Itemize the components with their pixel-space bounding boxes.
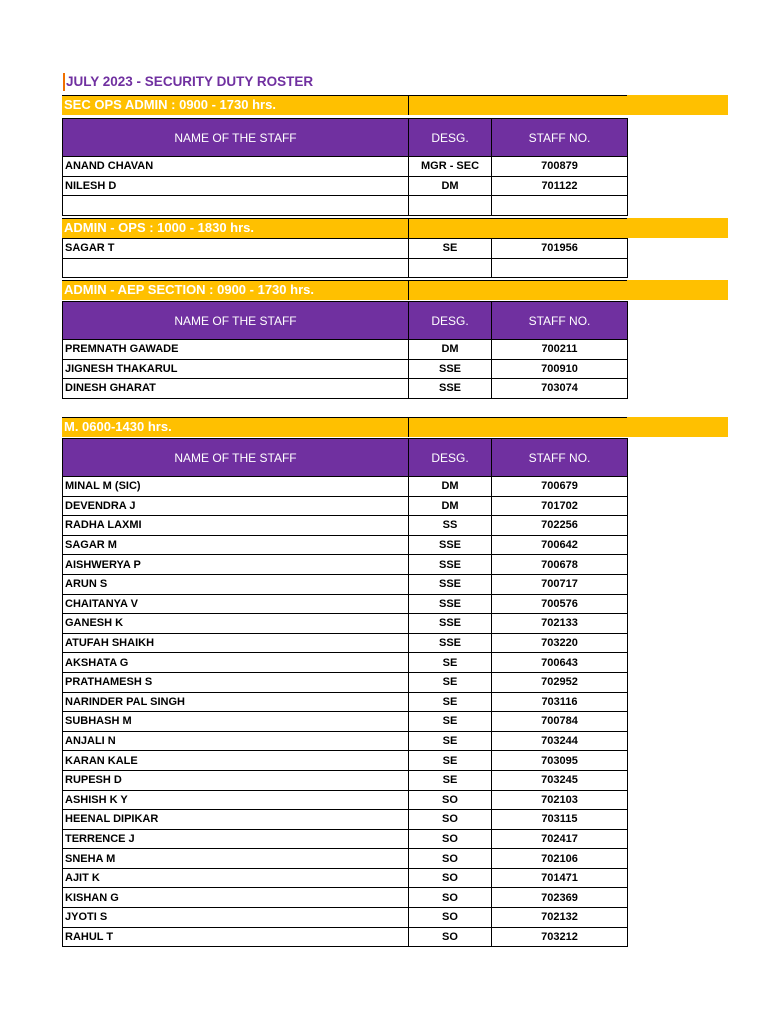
staff-name: ASHISH K Y [63, 790, 409, 810]
table-row [63, 594, 628, 614]
staff-desg: SSE [409, 614, 492, 634]
staff-no: 702952 [492, 672, 628, 692]
staff-desg: DM [409, 477, 492, 497]
staff-name: RUPESH D [63, 770, 409, 790]
admin-aep-table [62, 301, 628, 399]
staff-desg: SSE [409, 633, 492, 653]
table-row [63, 927, 628, 947]
admin-ops-table [62, 238, 628, 278]
morning-shift-table [62, 438, 628, 947]
staff-name [63, 258, 409, 278]
table-row [63, 176, 628, 196]
staff-no: 702417 [492, 829, 628, 849]
staff-desg: SE [409, 692, 492, 712]
staff-no: 703244 [492, 731, 628, 751]
table-row [63, 888, 628, 908]
staff-name: GANESH K [63, 614, 409, 634]
table-row [63, 614, 628, 634]
table-row [63, 653, 628, 673]
staff-name: SAGAR M [63, 535, 409, 555]
header-name: NAME OF THE STAFF [63, 439, 409, 477]
header-desg: DESG. [409, 119, 492, 157]
table-row [63, 692, 628, 712]
table-row [63, 574, 628, 594]
table-row [63, 829, 628, 849]
staff-no: 700642 [492, 535, 628, 555]
staff-name: ARUN S [63, 574, 409, 594]
page-title: JULY 2023 - SECURITY DUTY ROSTER [63, 73, 313, 91]
staff-desg: DM [409, 340, 492, 360]
staff-no: 700679 [492, 477, 628, 497]
staff-desg: SS [409, 516, 492, 536]
staff-no: 701122 [492, 176, 628, 196]
header-desg: DESG. [409, 439, 492, 477]
staff-desg: SE [409, 712, 492, 732]
staff-desg: SE [409, 653, 492, 673]
staff-desg [409, 258, 492, 278]
staff-name: ANAND CHAVAN [63, 157, 409, 177]
staff-desg: DM [409, 496, 492, 516]
staff-name [63, 196, 409, 216]
staff-desg: SSE [409, 555, 492, 575]
table-row [63, 751, 628, 771]
staff-name: KARAN KALE [63, 751, 409, 771]
staff-name: AKSHATA G [63, 653, 409, 673]
staff-no: 702133 [492, 614, 628, 634]
header-name: NAME OF THE STAFF [63, 302, 409, 340]
section-label: M. 0600-1430 hrs. [64, 419, 172, 434]
staff-no: 700784 [492, 712, 628, 732]
staff-no: 700643 [492, 653, 628, 673]
table-row [63, 239, 628, 259]
table-row [63, 633, 628, 653]
table-row [63, 770, 628, 790]
table-row [63, 868, 628, 888]
staff-desg: SE [409, 770, 492, 790]
staff-desg: SSE [409, 594, 492, 614]
table-row [63, 157, 628, 177]
staff-name: PRATHAMESH S [63, 672, 409, 692]
staff-name: DINESH GHARAT [63, 379, 409, 399]
staff-name: NARINDER PAL SINGH [63, 692, 409, 712]
table-row [63, 790, 628, 810]
table-row [63, 555, 628, 575]
staff-no: 702369 [492, 888, 628, 908]
section-band-admin-ops [62, 218, 728, 238]
section-band-morning-shift [62, 417, 728, 437]
header-desg: DESG. [409, 302, 492, 340]
header-staff-no: STAFF NO. [492, 439, 628, 477]
staff-name: NILESH D [63, 176, 409, 196]
table-row [63, 535, 628, 555]
staff-no: 703095 [492, 751, 628, 771]
staff-desg [409, 196, 492, 216]
staff-desg: MGR - SEC [409, 157, 492, 177]
staff-no: 703115 [492, 810, 628, 830]
header-staff-no: STAFF NO. [492, 302, 628, 340]
staff-name: SAGAR T [63, 239, 409, 259]
staff-name: SNEHA M [63, 849, 409, 869]
staff-name: ATUFAH SHAIKH [63, 633, 409, 653]
table-row [63, 379, 628, 399]
staff-no [492, 196, 628, 216]
staff-no: 700879 [492, 157, 628, 177]
table-row [63, 731, 628, 751]
staff-no: 703220 [492, 633, 628, 653]
section-label: SEC OPS ADMIN : 0900 - 1730 hrs. [64, 97, 276, 112]
section-band-sec-ops-admin [62, 95, 728, 115]
table-row [63, 908, 628, 928]
sec-ops-admin-table [62, 118, 628, 216]
staff-no: 700576 [492, 594, 628, 614]
staff-name: AJIT K [63, 868, 409, 888]
staff-no: 702106 [492, 849, 628, 869]
staff-no: 700910 [492, 359, 628, 379]
staff-desg: SO [409, 810, 492, 830]
header-name: NAME OF THE STAFF [63, 119, 409, 157]
staff-name: HEENAL DIPIKAR [63, 810, 409, 830]
staff-no: 700717 [492, 574, 628, 594]
table-row [63, 477, 628, 497]
table-row [63, 258, 628, 278]
staff-no: 701471 [492, 868, 628, 888]
table-row [63, 712, 628, 732]
staff-desg: SE [409, 672, 492, 692]
staff-no: 703212 [492, 927, 628, 947]
staff-no: 700211 [492, 340, 628, 360]
header-staff-no: STAFF NO. [492, 119, 628, 157]
staff-desg: SSE [409, 359, 492, 379]
staff-desg: SO [409, 829, 492, 849]
staff-desg: SSE [409, 379, 492, 399]
table-row [63, 496, 628, 516]
section-label: ADMIN - OPS : 1000 - 1830 hrs. [64, 220, 255, 235]
staff-no: 702132 [492, 908, 628, 928]
staff-desg: SE [409, 751, 492, 771]
staff-name: TERRENCE J [63, 829, 409, 849]
staff-name: RADHA LAXMI [63, 516, 409, 536]
staff-desg: SO [409, 888, 492, 908]
table-row [63, 516, 628, 536]
staff-no: 702103 [492, 790, 628, 810]
staff-no [492, 258, 628, 278]
section-label: ADMIN - AEP SECTION : 0900 - 1730 hrs. [64, 282, 314, 297]
staff-name: CHAITANYA V [63, 594, 409, 614]
staff-name: MINAL M (SIC) [63, 477, 409, 497]
staff-desg: SSE [409, 574, 492, 594]
staff-no: 703245 [492, 770, 628, 790]
staff-name: DEVENDRA J [63, 496, 409, 516]
staff-name: RAHUL T [63, 927, 409, 947]
staff-desg: SO [409, 868, 492, 888]
table-row [63, 849, 628, 869]
staff-name: JIGNESH THAKARUL [63, 359, 409, 379]
table-row [63, 340, 628, 360]
staff-name: KISHAN G [63, 888, 409, 908]
staff-no: 701956 [492, 239, 628, 259]
staff-name: JYOTI S [63, 908, 409, 928]
staff-desg: SE [409, 731, 492, 751]
staff-no: 703074 [492, 379, 628, 399]
staff-no: 700678 [492, 555, 628, 575]
table-row [63, 672, 628, 692]
staff-name: AISHWERYA P [63, 555, 409, 575]
staff-desg: DM [409, 176, 492, 196]
table-row [63, 810, 628, 830]
staff-name: SUBHASH M [63, 712, 409, 732]
table-row [63, 196, 628, 216]
table-row [63, 359, 628, 379]
staff-desg: SSE [409, 535, 492, 555]
staff-name: PREMNATH GAWADE [63, 340, 409, 360]
staff-desg: SO [409, 927, 492, 947]
section-band-admin-aep [62, 280, 728, 300]
staff-no: 702256 [492, 516, 628, 536]
staff-no: 703116 [492, 692, 628, 712]
staff-desg: SO [409, 790, 492, 810]
staff-name: ANJALI N [63, 731, 409, 751]
staff-desg: SO [409, 908, 492, 928]
staff-desg: SE [409, 239, 492, 259]
staff-no: 701702 [492, 496, 628, 516]
staff-desg: SO [409, 849, 492, 869]
